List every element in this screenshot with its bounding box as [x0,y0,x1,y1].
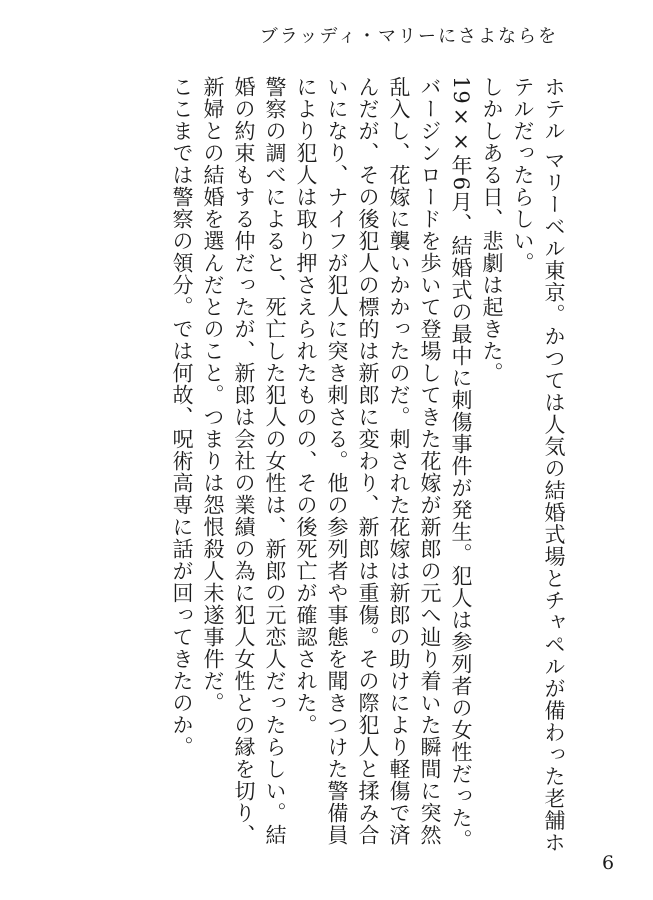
running-header: ブラッディ・マリーにさよならを [259,26,558,47]
page-number: 6 [602,852,615,874]
paragraph: 19××年6月、結婚式の最中に刺傷事件が発生。犯人は参列者の女性だった。バージンロードを歩いて登場してきた花嫁が新郎の元へ辿り着いた瞬間に突然乱入し、花嫁に襲いかかったのだ。刺された花嫁は新郎の助けにより軽傷で済んだが、その後犯人の標的は新郎に変わり、新郎は重傷。その際犯人と揉み合いになり、ナイフが犯人に突き刺さる。他の参列者や事態を聞きつけた警備員により犯人は取り押さえられたものの、その後死亡が確認された。 [294,76,473,852]
paragraph: ここまでは警察の領分。では何故、呪術高専に話が回ってきたのか。 [170,76,194,758]
paragraph: しかしある日、悲劇は起きた。 [480,76,504,384]
body-text [109,76,569,856]
paragraph: 警察の調べによると、死亡した犯人の女性は、新郎の元恋人だったらしい。結婚の約束もする仲だったが、新郎は会社の業績の為に犯人女性との縁を切り、新婦との結婚を選んだとのこと。つまりは怨恨殺人未遂事件だ。 [201,76,287,846]
paragraph: ホテル マリーベル東京。かつては人気の結婚式場とチャペルが備わった老舗ホテルだったらしい。 [511,76,566,854]
